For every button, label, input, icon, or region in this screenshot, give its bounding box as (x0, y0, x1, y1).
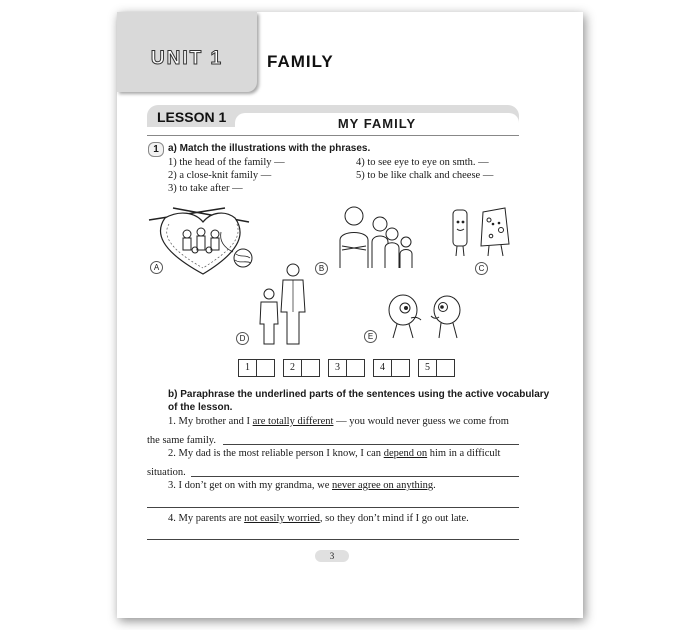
answer-input[interactable] (302, 359, 320, 377)
phrase-4: 4) to see eye to eye on smth. — (356, 157, 489, 168)
answer-number: 3 (328, 359, 347, 377)
exercise-number: 1 (148, 142, 164, 157)
answer-line-4[interactable] (147, 539, 519, 540)
phrase-1: 1) the head of the family — (168, 157, 285, 168)
picture-letter-a: A (150, 261, 163, 274)
unit-title: FAMILY (267, 52, 334, 71)
workbook-page (117, 12, 583, 618)
family-portrait-illustration (332, 202, 422, 272)
answer-pair-1 (238, 359, 275, 377)
answer-number: 4 (373, 359, 392, 377)
answer-input[interactable] (392, 359, 410, 377)
father-and-son-illustration (255, 262, 315, 346)
lesson-divider (147, 135, 519, 136)
phrase-5: 5) to be like chalk and cheese — (356, 170, 494, 181)
picture-letter-c: C (475, 262, 488, 275)
answer-number: 5 (418, 359, 437, 377)
unit-tab (117, 12, 257, 92)
answer-line-1[interactable] (223, 444, 519, 445)
chalk-and-cheese-illustration (447, 204, 513, 260)
sentence-2: 2. My dad is the most reliable person I know, I can depend on him in a difficult (168, 448, 501, 459)
two-monsters-illustration (381, 290, 471, 342)
unit-label: UNIT 1 (150, 48, 224, 69)
page-number: 3 (315, 550, 349, 562)
picture-letter-d: D (236, 332, 249, 345)
answer-input[interactable] (257, 359, 275, 377)
answer-pair-3 (328, 359, 365, 377)
sentence-3: 3. I don’t get on with my grandma, we never agree on anything. (168, 480, 436, 491)
answer-line-2[interactable] (191, 476, 519, 477)
sentence-4: 4. My parents are not easily worried, so they don’t mind if I go out late. (168, 513, 469, 524)
answer-pair-5 (418, 359, 455, 377)
answer-input[interactable] (437, 359, 455, 377)
part-b-instruction-line2: of the lesson. (168, 402, 233, 413)
answer-boxes (238, 359, 455, 377)
phrase-3: 3) to take after — (168, 183, 243, 194)
lesson-label: LESSON 1 (157, 109, 227, 125)
part-b-instruction-line1: b) Paraphrase the underlined parts of the sentences using the active vocabulary (168, 389, 550, 400)
answer-line-3[interactable] (147, 507, 519, 508)
picture-letter-e: E (364, 330, 377, 343)
underlined-phrase: are totally different (252, 416, 334, 427)
underlined-phrase: never agree on anything (332, 480, 434, 491)
sentence-1-continued: the same family. (147, 435, 217, 446)
answer-pair-4 (373, 359, 410, 377)
answer-number: 1 (238, 359, 257, 377)
lesson-title: MY FAMILY (337, 116, 417, 131)
answer-input[interactable] (347, 359, 365, 377)
sentence-1: 1. My brother and I are totally different — you would never guess we come from (168, 416, 509, 427)
picture-letter-b: B (315, 262, 328, 275)
part-a-instruction: a) Match the illustrations with the phrases. (168, 143, 371, 154)
answer-pair-2 (283, 359, 320, 377)
underlined-phrase: depend on (383, 448, 428, 459)
underlined-phrase: not easily worried (244, 513, 320, 524)
phrase-2: 2) a close-knit family — (168, 170, 272, 181)
sentence-2-continued: situation. (147, 467, 186, 478)
answer-number: 2 (283, 359, 302, 377)
